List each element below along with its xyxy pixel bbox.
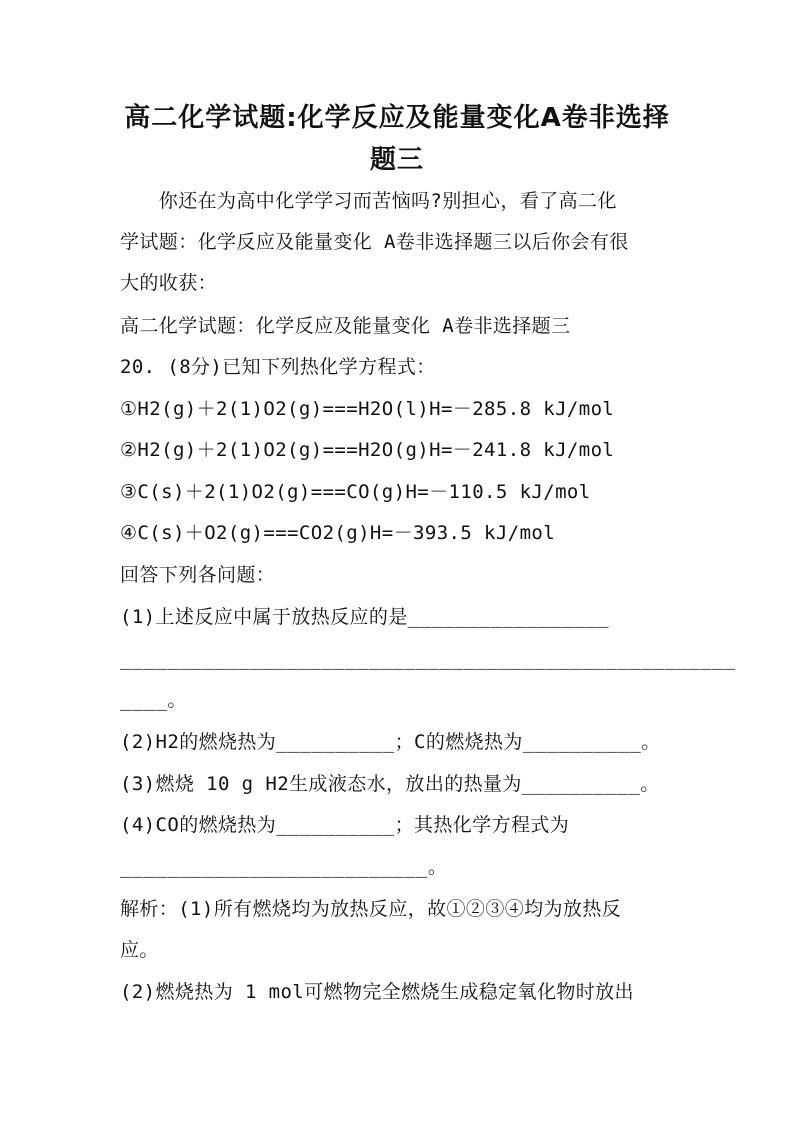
question-1-blank-end: ____。 — [120, 689, 187, 711]
question-2: (2)H2的燃烧热为__________；C的燃烧热为__________。 — [120, 731, 661, 753]
equation-3: ③C(s)＋2(1)O2(g)===CO(g)H=－110.5 kJ/mol — [120, 481, 591, 503]
answer-prompt: 回答下列各问题： — [120, 564, 276, 586]
equation-2: ②H2(g)＋2(1)O2(g)===H2O(g)H=－241.8 kJ/mol — [120, 439, 615, 461]
question-4: (4)CO的燃烧热为__________；其热化学方程式为 — [120, 814, 570, 836]
intro-line-1: 你还在为高中化学学习而苦恼吗?别担心，看了高二化 — [120, 190, 617, 212]
question-1: (1)上述反应中属于放热反应的是_________________ — [120, 606, 609, 628]
solution-line-2: 应。 — [120, 939, 159, 961]
question-header: 20. (8分)已知下列热化学方程式： — [120, 356, 436, 378]
equation-1: ①H2(g)＋2(1)O2(g)===H2O(l)H=－285.8 kJ/mol — [120, 398, 615, 420]
equation-4: ④C(s)＋O2(g)===CO2(g)H=－393.5 kJ/mol — [120, 522, 556, 544]
intro-line-3: 大的收获： — [120, 272, 218, 294]
solution-line-3: (2)燃烧热为 1 mol可燃物完全燃烧生成稳定氧化物时放出 — [120, 981, 634, 1003]
solution-line-1: 解析：(1)所有燃烧均为放热反应，故①②③④均为放热反 — [120, 898, 622, 920]
document-title-line-1: 高二化学试题:化学反应及能量变化A卷非选择 — [124, 103, 670, 133]
question-4-blank: __________________________。 — [120, 856, 448, 878]
intro-line-2: 学试题：化学反应及能量变化 A卷非选择题三以后你会有很 — [120, 231, 629, 253]
question-3: (3)燃烧 10 g H2生成液态水，放出的热量为__________。 — [120, 773, 660, 795]
question-1-blank: ____________________________________________________ — [120, 648, 736, 670]
document-title-line-2: 题三 — [369, 145, 424, 175]
subtitle-line: 高二化学试题：化学反应及能量变化 A卷非选择题三 — [120, 315, 571, 337]
